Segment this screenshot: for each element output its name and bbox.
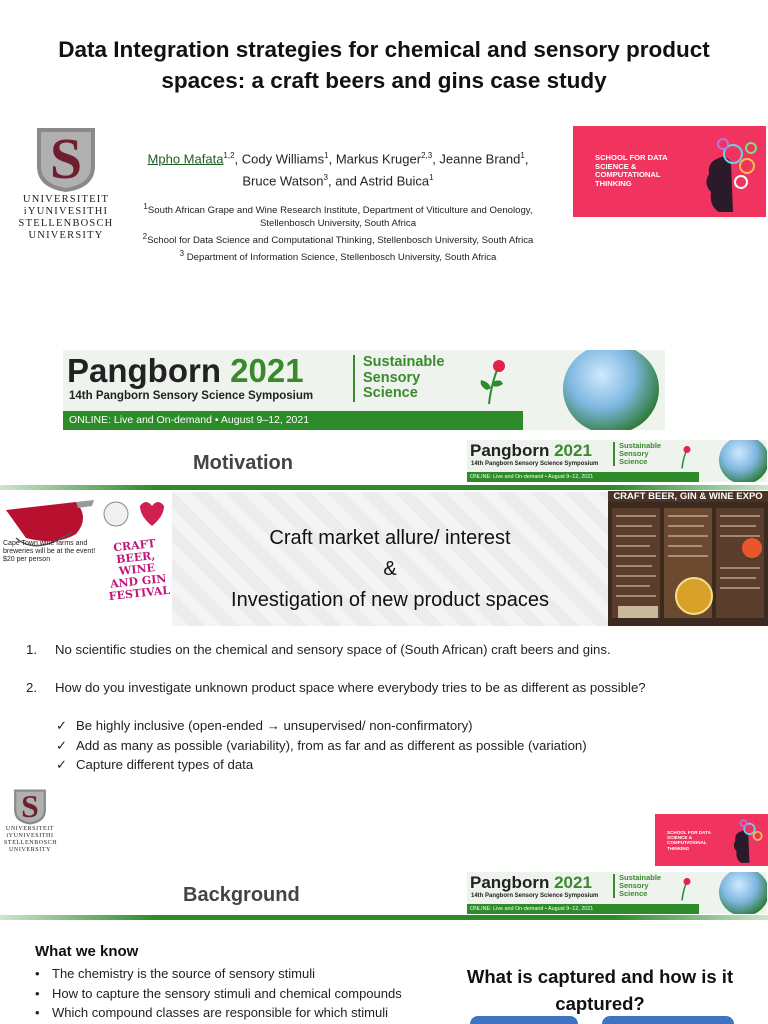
expo-poster-title: CRAFT BEER, GIN & WINE EXPO — [608, 491, 768, 502]
school-data-science-logo-small — [655, 814, 768, 866]
check-icon: ✓ — [56, 718, 68, 733]
su-name-line: UNIVERSITY — [9, 847, 51, 853]
festival-poster-text: Cape Town wine farms and breweries will be at the event! $20 per person — [3, 540, 96, 563]
list-item: • The chemistry is the source of sensory stimuli — [35, 964, 465, 984]
motivation-check-list — [56, 716, 756, 775]
author-sup: 1 — [520, 151, 525, 160]
bullet-icon: • — [35, 1005, 40, 1020]
pangborn-subtitle: 14th Pangborn Sensory Science Symposium — [471, 893, 599, 899]
author-sup: 2,3 — [421, 151, 433, 160]
rose-icon — [673, 876, 693, 902]
su-shield-icon — [35, 126, 97, 194]
queen-of-hearts-logo — [96, 496, 170, 536]
pangborn-banner-small — [467, 872, 767, 914]
pangborn-strip: ONLINE: Live and On-demand • August 9–12, 2021 — [467, 904, 699, 914]
bullet-icon: • — [35, 966, 40, 981]
su-name-line: UNIVERSITEIT — [5, 826, 55, 832]
diagram-box — [602, 1016, 734, 1024]
author-sup: 1,2 — [223, 151, 235, 160]
globe-icon — [563, 350, 659, 430]
stellenbosch-logo-small — [4, 788, 56, 854]
su-name-line: STELLENBOSCH — [4, 840, 58, 846]
craft-market-statement: Craft market allure/ interest & Investigation of new product spaces — [231, 527, 549, 611]
list-item: ✓ Capture different types of data — [56, 755, 756, 775]
su-name-line: UNIVERSITEIT — [22, 194, 110, 205]
pangborn-wordmark: Pangborn 2021 — [470, 441, 592, 460]
author-name: Bruce Watson — [242, 173, 324, 189]
author-name[interactable]: Mpho Mafata — [147, 151, 224, 167]
brain-head-icon — [681, 132, 763, 214]
list-item: ✓ Be highly inclusive (open-ended → unsupervised/ non-confirmatory) — [56, 716, 756, 736]
pangborn-wordmark: Pangborn 2021 — [470, 873, 592, 892]
affiliation-item: $^1$South African Grape and Wine Research Institute, Department of Viticulture and Oenology, Stellenbosch University, South Africa — [143, 202, 533, 230]
pangborn-subtitle: 14th Pangborn Sensory Science Symposium — [471, 461, 599, 467]
author-name: Markus Kruger — [335, 151, 422, 167]
what-we-know-heading: What we know — [35, 943, 139, 960]
pangborn-strip: ONLINE: Live and On-demand • August 9–12, 2021 — [63, 411, 523, 430]
sustainable-sensory-science: Sustainable Sensory Science — [353, 355, 444, 402]
list-item: 1. No scientific studies on the chemical and sensory space of (South African) craft beers and gins. — [26, 642, 611, 657]
check-icon: ✓ — [56, 757, 68, 772]
rose-icon — [471, 356, 511, 406]
su-shield-icon — [13, 788, 47, 826]
author-sup: 1 — [429, 173, 434, 183]
bullet-icon: • — [35, 985, 40, 1001]
section-divider — [0, 485, 768, 490]
school-logo-text: SCHOOL FOR DATA SCIENCE & COMPUTATIONAL THINKING — [595, 153, 668, 188]
pangborn-banner — [63, 350, 665, 430]
stellenbosch-logo — [16, 126, 116, 242]
what-we-know-list — [35, 964, 465, 1023]
festival-poster-title: CRAFT BEER, WINE AND GIN FESTIVAL — [108, 536, 171, 604]
list-item: ✓ Add as many as possible (variability), from as far and as different as possible (variation) — [56, 736, 756, 756]
affiliations — [118, 200, 558, 265]
affiliation-item: $^2$School for Data Science and Computational Thinking, Stellenbosch University, South Africa — [142, 232, 534, 247]
globe-icon — [719, 872, 767, 914]
page-title: Data Integration strategies for chemical and sensory product spaces: a craft beers and gins case study — [58, 37, 710, 93]
section-divider — [0, 915, 768, 920]
brain-head-icon — [719, 816, 767, 864]
sustainable-sensory-science: Sustainable Sensory Science — [613, 874, 661, 898]
author-name: Astrid Buica — [359, 173, 430, 189]
su-name-line: UNIVERSITY — [28, 230, 104, 241]
check-icon: ✓ — [56, 737, 68, 753]
pangborn-subtitle: 14th Pangborn Sensory Science Symposium — [69, 390, 314, 402]
pangborn-wordmark: Pangborn 2021 — [67, 352, 304, 389]
su-name-line: iYUNIVESITHI — [6, 833, 54, 839]
author-sup: 1 — [324, 151, 329, 160]
author-name: Jeanne Brand — [439, 151, 521, 167]
author-name: Cody Williams — [241, 151, 325, 167]
author-sup: 3 — [323, 173, 328, 183]
list-item: • How to capture the sensory stimuli and chemical compounds — [35, 984, 465, 1004]
rose-icon — [673, 444, 693, 470]
su-name-line: iYUNIVESITHI — [23, 206, 109, 217]
school-data-science-logo — [573, 126, 766, 217]
diagram-box — [470, 1016, 578, 1024]
section-heading-background: Background — [183, 884, 300, 906]
list-item: 2. How do you investigate unknown product space where everybody tries to be as different as possible? — [26, 680, 646, 695]
pangborn-strip: ONLINE: Live and On-demand • August 9–12, 2021 — [467, 472, 699, 482]
list-item: • Which compound classes are responsible for which stimuli — [35, 1003, 465, 1023]
pangborn-banner-small — [467, 440, 767, 482]
globe-icon — [719, 440, 767, 482]
school-logo-text: SCHOOL FOR DATA SCIENCE & COMPUTATIONAL THINKING — [667, 830, 711, 851]
author-list: Mpho Mafata$^{1,2}$, Cody Williams$^1$, Markus Kruger$^{2,3}$, Jeanne Brand$^1$, Bruce Watson$^3$, and Astrid Buica$^1$ — [147, 151, 529, 189]
svg-text:S: S — [21, 788, 39, 824]
captured-question: What is captured and how is it captured? — [466, 966, 734, 1014]
affiliation-item: $^3$ Department of Information Science, Stellenbosch University, South Africa — [179, 249, 497, 264]
sustainable-sensory-science: Sustainable Sensory Science — [613, 442, 661, 466]
su-name-line: STELLENBOSCH — [18, 218, 114, 229]
motivation-numbered-list — [26, 641, 746, 697]
svg-text:S: S — [49, 126, 83, 191]
expo-badge-icon — [675, 577, 713, 615]
section-heading-motivation: Motivation — [193, 452, 293, 474]
